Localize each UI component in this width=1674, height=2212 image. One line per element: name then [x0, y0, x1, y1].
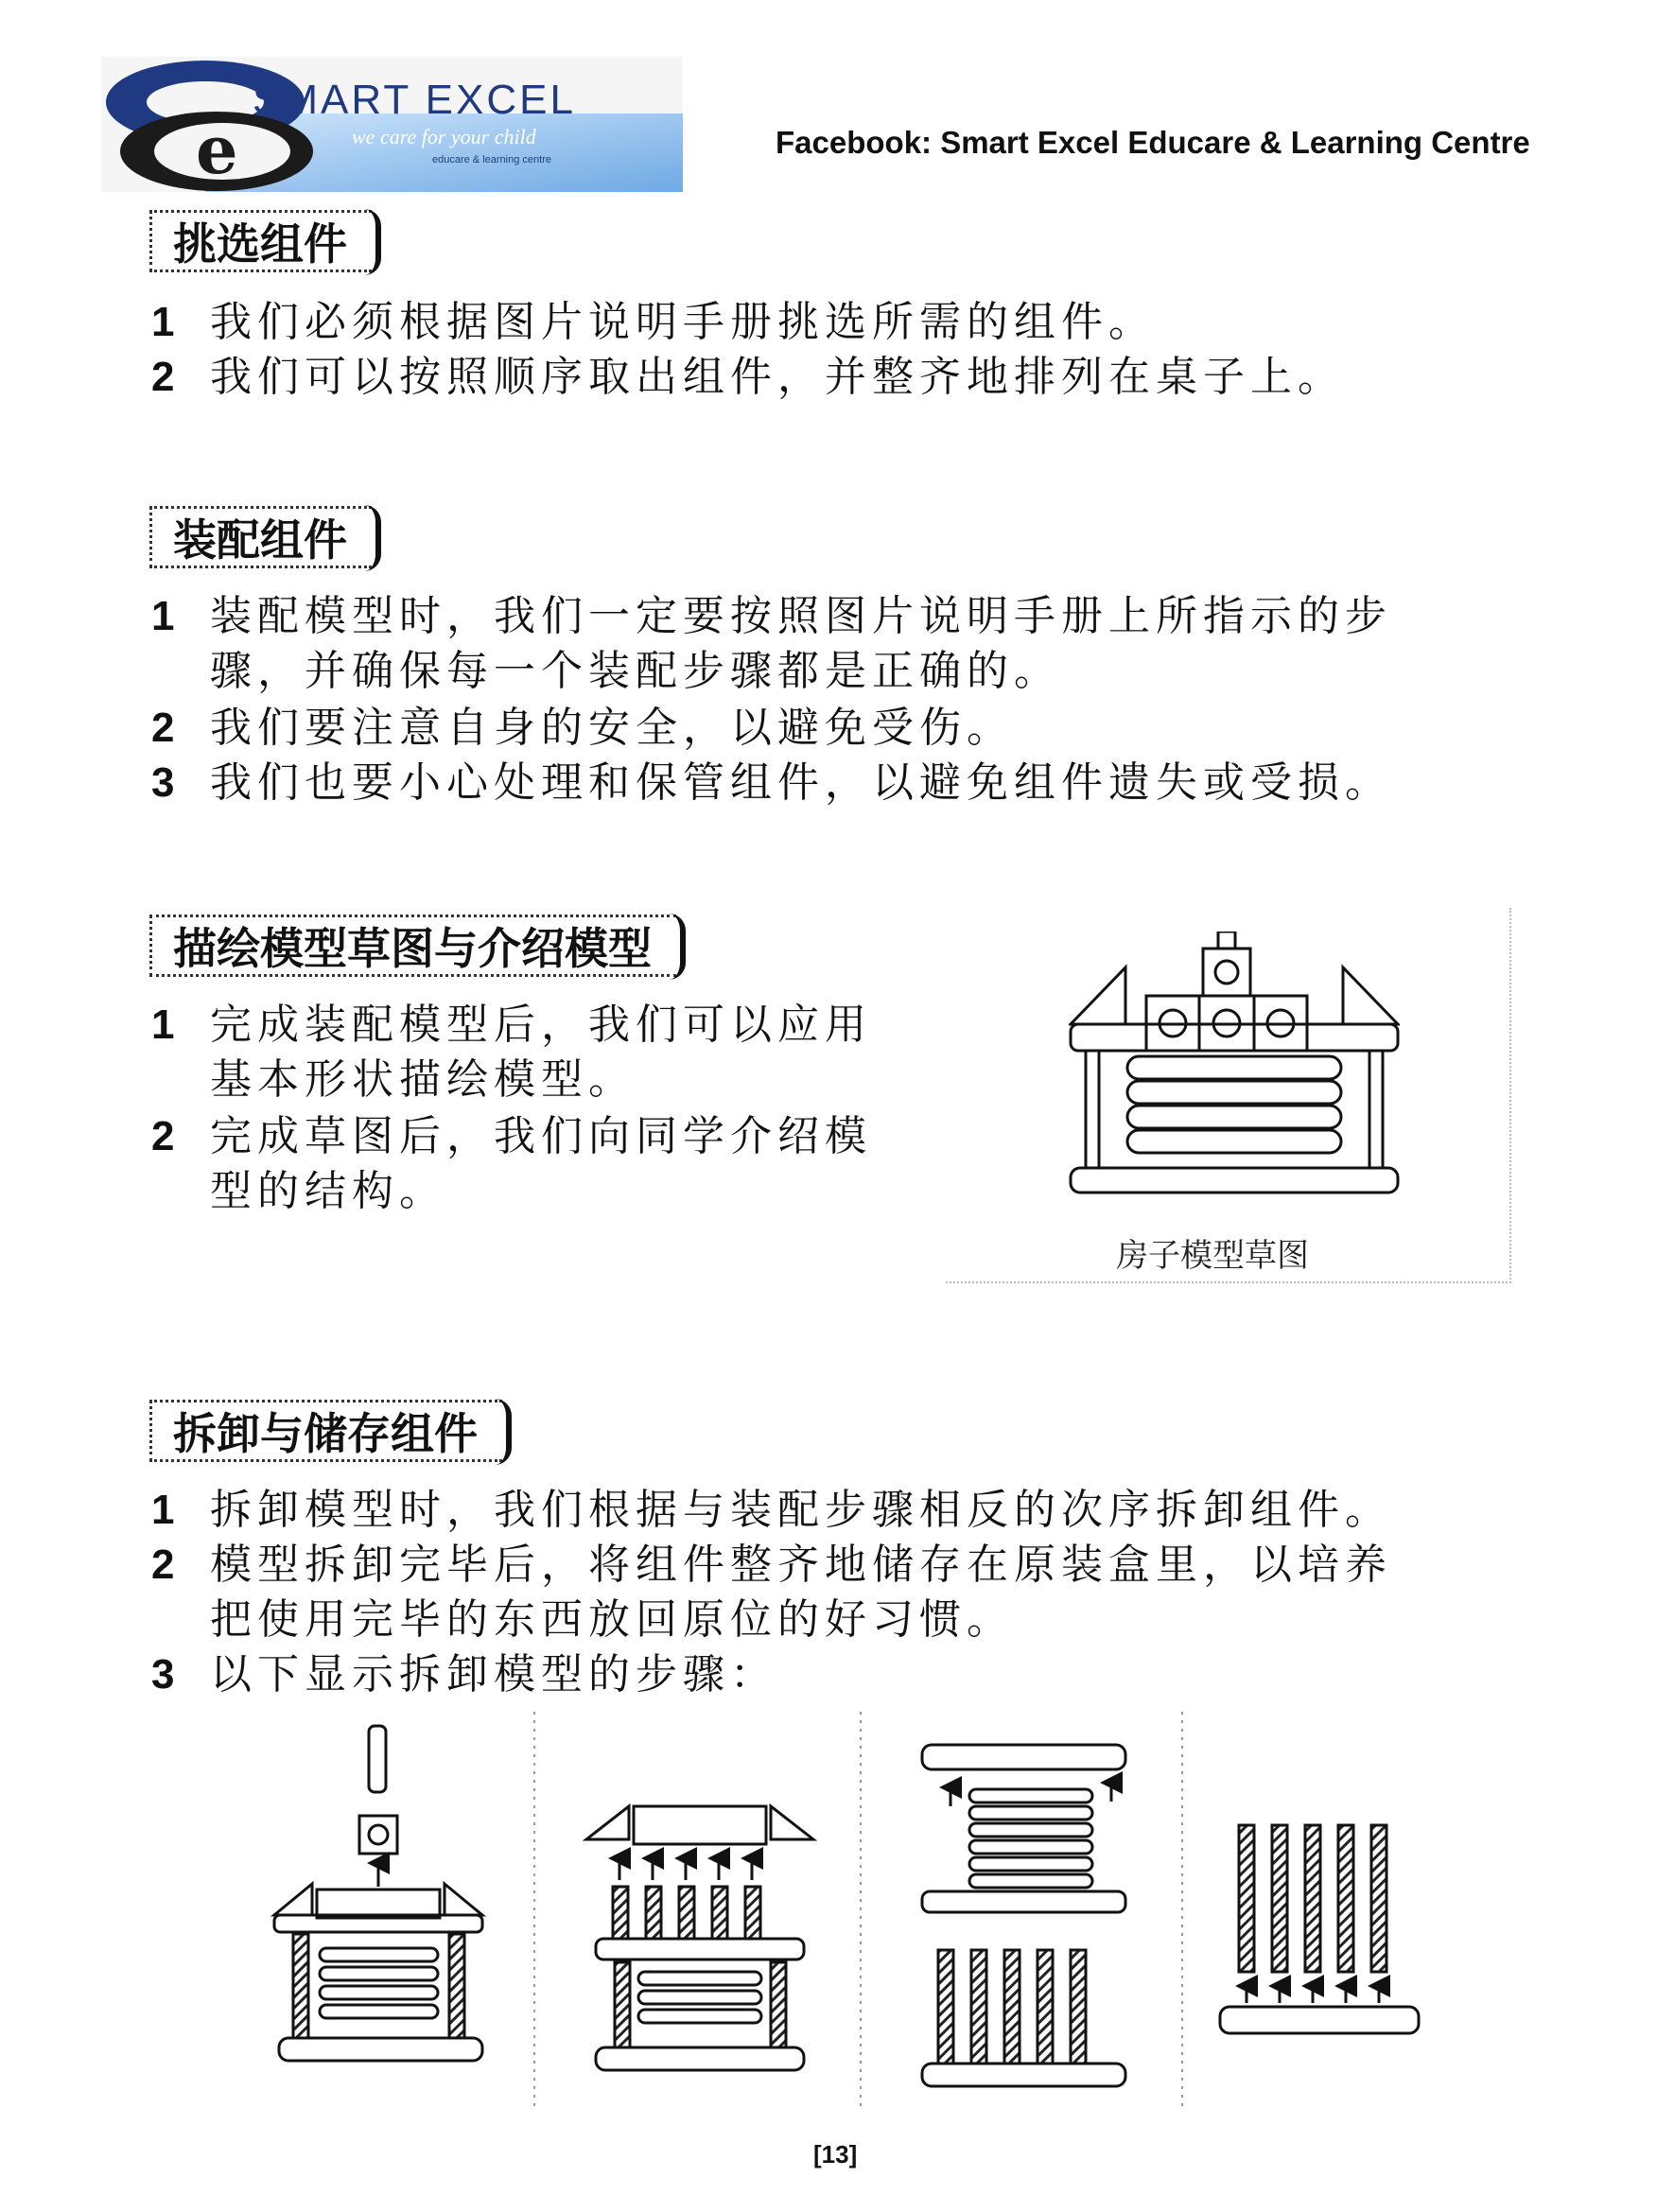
logo-title: SMART EXCEL	[253, 77, 576, 123]
list-item: 1 拆卸模型时，我们根据与装配步骤相反的次序拆卸组件。	[151, 1486, 1392, 1534]
logo-subtitle: educare & learning centre	[432, 154, 551, 165]
list-item: 2 我们可以按照顺序取出组件，并整齐地排列在桌子上。	[151, 353, 1345, 401]
list-item: 1 我们必须根据图片说明手册挑选所需的组件。	[151, 298, 1156, 346]
page-number: [13]	[813, 2140, 858, 2168]
facebook-label: Facebook: Smart Excel Educare & Learning Centre	[776, 125, 1530, 160]
list-item: 2 我们要注意自身的安全，以避免受伤。	[151, 704, 1014, 752]
disassembly-steps-illustration	[255, 1702, 1532, 2118]
list-item: 2 完成草图后，我们向同学介绍模 型的结构。	[151, 1112, 872, 1215]
section-title-disassemble-store: 拆卸与储存组件	[149, 1400, 502, 1462]
section-title-assemble-parts: 装配组件	[149, 506, 372, 568]
sketch-caption: 房子模型草图	[1116, 1237, 1309, 1275]
section-title-sketch-model: 描绘模型草图与介绍模型	[149, 914, 676, 977]
list-item: 1 完成装配模型后，我们可以应用 基本形状描绘模型。	[151, 1001, 872, 1104]
section-title-select-parts: 挑选组件	[149, 210, 372, 272]
list-item: 3 我们也要小心处理和保管组件，以避免组件遗失或受损。	[151, 758, 1392, 807]
smart-excel-logo	[101, 57, 683, 192]
list-item: 3 以下显示拆卸模型的步骤：	[151, 1650, 777, 1698]
house-model-sketch	[1069, 932, 1400, 1215]
list-item: 2 模型拆卸完毕后，将组件整齐地储存在原装盒里，以培养 把使用完毕的东西放回原位的好习惯。	[151, 1541, 1392, 1644]
list-item: 1 装配模型时，我们一定要按照图片说明手册上所指示的步 骤，并确保每一个装配步骤都是正确的。	[151, 592, 1392, 695]
logo-tagline: we care for your child	[352, 125, 536, 148]
svg-text:e: e	[196, 111, 238, 189]
